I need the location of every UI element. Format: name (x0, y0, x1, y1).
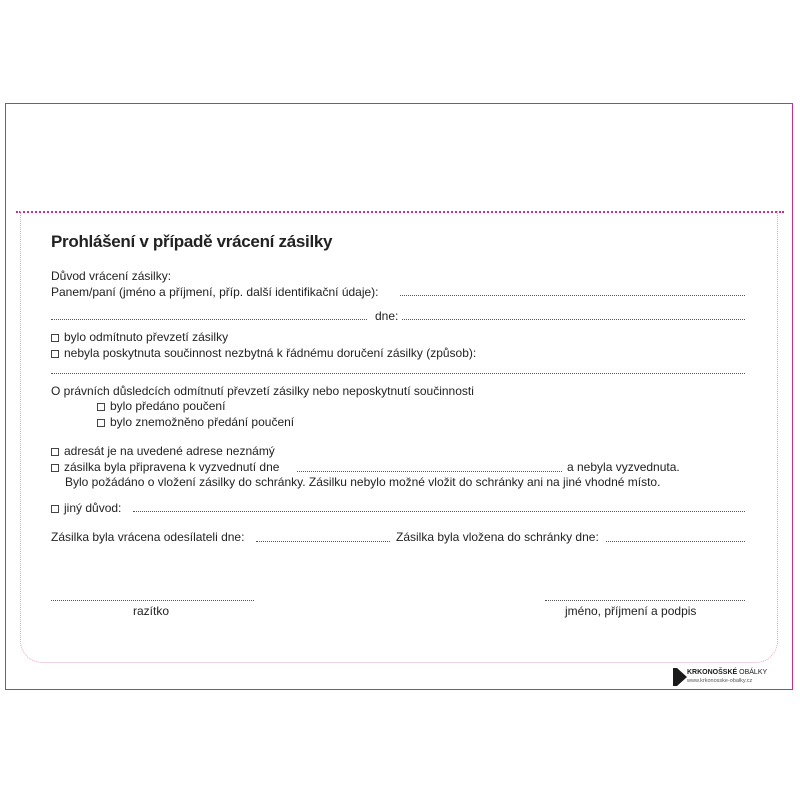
stamp-label: razítko (133, 604, 170, 618)
instructed-option[interactable] (97, 399, 225, 413)
form-title: Prohlášení v případě vrácení zásilky (51, 232, 333, 251)
instructed-label: bylo předáno poučení (110, 399, 226, 413)
refused-option[interactable] (51, 330, 228, 344)
logo-brand-light: OBÁLKY (739, 669, 768, 676)
returned-date-input-line[interactable] (256, 541, 390, 542)
inserted-in-mailbox-label: Zásilka byla vložena do schránky dne: (396, 530, 599, 544)
checkbox-icon[interactable] (51, 334, 59, 342)
method-input-line[interactable] (51, 373, 745, 374)
date-label: dne: (375, 309, 399, 323)
unknown-address-label: adresát je na uvedené adrese neznámý (64, 444, 275, 458)
other-reason-label: jiný důvod: (64, 501, 122, 515)
instruction-impossible-option[interactable] (97, 415, 294, 429)
prepared-for-pickup-label: zásilka byla připravena k vyzvednutí dne (64, 460, 280, 474)
checkbox-icon[interactable] (97, 403, 105, 411)
signature-line[interactable] (545, 600, 745, 601)
unknown-address-option[interactable] (51, 444, 275, 458)
mailbox-date-input-line[interactable] (606, 541, 745, 542)
addressee-label: Panem/paní (jméno a příjmení, příp. další identifikační údaje): (51, 285, 379, 299)
checkbox-icon[interactable] (51, 464, 59, 472)
checkbox-icon[interactable] (51, 505, 59, 513)
other-reason-option[interactable] (51, 501, 121, 515)
not-collected-text: a nebyla vyzvednuta. (567, 460, 680, 474)
refused-label: bylo odmítnuto převzetí zásilky (64, 330, 229, 344)
returned-to-sender-label: Zásilka byla vrácena odesílateli dne: (51, 530, 245, 544)
addressee-input-line[interactable] (400, 295, 745, 296)
logo-brand-bold: KRKONOŠSKÉ (687, 669, 738, 676)
addressee-continuation-line[interactable] (51, 319, 367, 320)
no-cooperation-option[interactable] (51, 346, 476, 360)
prepared-for-pickup-option[interactable] (51, 460, 279, 474)
no-cooperation-label: nebyla poskytnuta součinnost nezbytná k řádnému doručení zásilky (způsob): (64, 346, 477, 360)
checkbox-icon[interactable] (97, 419, 105, 427)
checkbox-icon[interactable] (51, 350, 59, 358)
mailbox-text: Bylo požádáno o vložení zásilky do schránky. Zásilku nebylo možné vložit do schránky ani na jiné vhodné místo. (65, 475, 661, 489)
brand-logo (673, 666, 783, 688)
date-input-line[interactable] (402, 319, 745, 320)
reason-heading: Důvod vrácení zásilky: (51, 269, 172, 283)
signature-label: jméno, příjmení a podpis (565, 604, 697, 618)
legal-consequences-text: O právních důsledcích odmítnutí převzetí zásilky nebo neposkytnutí součinnosti (51, 384, 474, 398)
instruction-impossible-label: bylo znemožněno předání poučení (110, 415, 295, 429)
logo-arrow-icon (677, 668, 687, 686)
pickup-date-input-line[interactable] (297, 471, 562, 472)
logo-brand (687, 669, 767, 677)
checkbox-icon[interactable] (51, 448, 59, 456)
logo-url: www.krkonosske-obalky.cz (687, 678, 753, 684)
stamp-line[interactable] (51, 600, 254, 601)
other-reason-input-line[interactable] (133, 511, 745, 512)
